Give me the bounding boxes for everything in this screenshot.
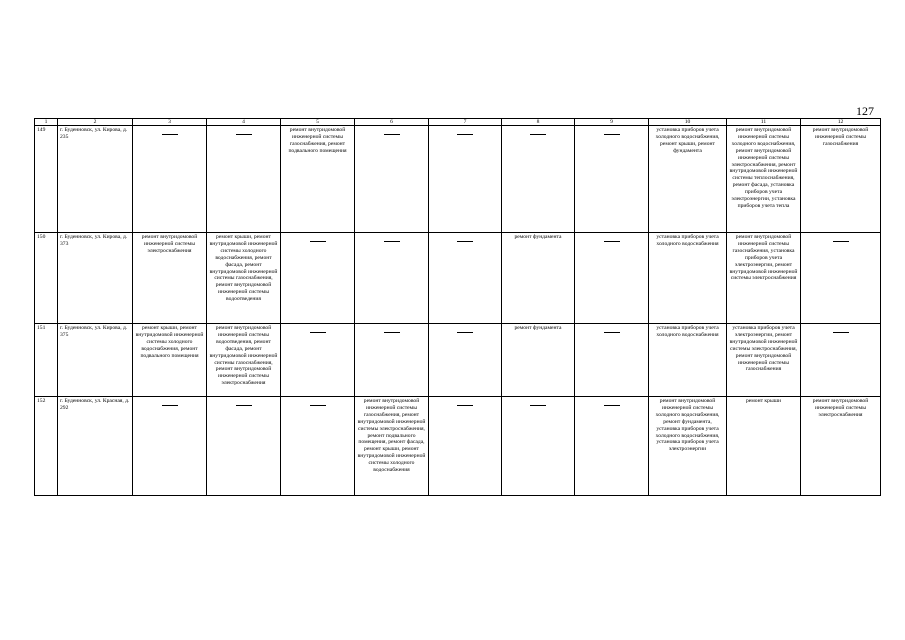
work-cell bbox=[281, 324, 355, 397]
work-cell: установка приборов учета холодного водоснабжения bbox=[649, 233, 727, 324]
work-cell bbox=[281, 233, 355, 324]
column-number: 6 bbox=[355, 119, 429, 126]
empty-dash bbox=[604, 405, 620, 406]
address-cell: г. Буденновск, ул. Красная, д. 292 bbox=[58, 397, 133, 496]
work-cell: ремонт фундамента bbox=[502, 324, 575, 397]
table-row bbox=[35, 324, 881, 397]
column-number: 12 bbox=[801, 119, 881, 126]
work-cell bbox=[429, 126, 502, 233]
row-number: 149 bbox=[35, 126, 58, 233]
empty-dash bbox=[310, 405, 326, 406]
empty-dash bbox=[530, 405, 546, 406]
empty-dash bbox=[384, 241, 400, 242]
work-cell: ремонт крыши bbox=[727, 397, 801, 496]
column-number: 2 bbox=[58, 119, 133, 126]
column-number: 10 bbox=[649, 119, 727, 126]
empty-dash bbox=[384, 134, 400, 135]
work-cell bbox=[502, 397, 575, 496]
work-cell: ремонт фундамента bbox=[502, 233, 575, 324]
row-number: 151 bbox=[35, 324, 58, 397]
work-cell: ремонт крыши, ремонт внутридомовой инженерной системы холодного водоснабжения, ремонт фасада, ремонт внутридомовой инженерной системы газоснабжения, ремонт внутридомовой инженерной системы водоотведения bbox=[207, 233, 281, 324]
work-cell bbox=[281, 397, 355, 496]
empty-dash bbox=[236, 134, 252, 135]
table-row bbox=[35, 397, 881, 496]
work-cell: ремонт внутридомовой инженерной системы газоснабжения, ремонт подвального помещения bbox=[281, 126, 355, 233]
work-cell bbox=[355, 324, 429, 397]
column-number: 9 bbox=[575, 119, 649, 126]
work-cell: установка приборов учета холодного водоснабжения bbox=[649, 324, 727, 397]
address-cell: г. Буденновск, ул. Кирова, д. 373 bbox=[58, 233, 133, 324]
column-number: 4 bbox=[207, 119, 281, 126]
column-number: 1 bbox=[35, 119, 58, 126]
empty-dash bbox=[457, 134, 473, 135]
column-number: 8 bbox=[502, 119, 575, 126]
column-number: 11 bbox=[727, 119, 801, 126]
work-cell: ремонт внутридомовой инженерной системы электроснабжения bbox=[801, 397, 881, 496]
work-cell: ремонт внутридомовой инженерной системы газоснабжения bbox=[801, 126, 881, 233]
table-row bbox=[35, 233, 881, 324]
work-cell bbox=[133, 397, 207, 496]
column-number: 3 bbox=[133, 119, 207, 126]
column-number: 7 bbox=[429, 119, 502, 126]
work-cell bbox=[575, 324, 649, 397]
work-cell bbox=[429, 324, 502, 397]
work-cell: ремонт внутридомовой инженерной системы водоотведения, ремонт фасада, ремонт внутридомовой инженерной системы газоснабжения, ремонт внутридомовой инженерной системы электроснабжения bbox=[207, 324, 281, 397]
empty-dash bbox=[457, 241, 473, 242]
page-number: 127 bbox=[856, 104, 874, 118]
address-cell: г. Буденновск, ул. Кирова, д. 235 bbox=[58, 126, 133, 233]
work-cell: ремонт крыши, ремонт внутридомовой инженерной системы холодного водоснабжения, ремонт подвального помещения bbox=[133, 324, 207, 397]
work-cell bbox=[575, 126, 649, 233]
work-cell: ремонт внутридомовой инженерной системы холодного водоснабжения, ремонт внутридомовой инженерной системы электроснабжения, ремонт внутридомовой инженерной системы теплоснабжения, ремонт фасада, установка приборов учета электроэнергии, установка приборов учета тепла bbox=[727, 126, 801, 233]
empty-dash bbox=[457, 405, 473, 406]
repair-schedule-table bbox=[34, 118, 881, 496]
work-cell: ремонт внутридомовой инженерной системы газоснабжения, ремонт внутридомовой инженерной системы электроснабжения, ремонт подвального помещения, ремонт фасада, ремонт крыши, ремонт внутридомовой инженерной системы холодного водоснабжения bbox=[355, 397, 429, 496]
work-cell: установка приборов учета холодного водоснабжения, ремонт крыши, ремонт фундамента bbox=[649, 126, 727, 233]
empty-dash bbox=[530, 134, 546, 135]
column-number: 5 bbox=[281, 119, 355, 126]
row-number: 152 bbox=[35, 397, 58, 496]
work-cell: ремонт внутридомовой инженерной системы холодного водоснабжения, ремонт фундамента, установка приборов учета холодного водоснабжения, установка приборов учета электроэнергии bbox=[649, 397, 727, 496]
empty-dash bbox=[833, 332, 849, 333]
work-cell bbox=[502, 126, 575, 233]
work-cell bbox=[355, 233, 429, 324]
work-cell: ремонт внутридомовой инженерной системы газоснабжения, установка приборов учета электроэнергии, ремонт внутридомовой инженерной системы электроснабжения bbox=[727, 233, 801, 324]
work-cell: ремонт внутридомовой инженерной системы электроснабжения bbox=[133, 233, 207, 324]
empty-dash bbox=[384, 332, 400, 333]
work-cell: установка приборов учета электроэнергии, ремонт внутридомовой инженерной системы электроснабжения, ремонт внутридомовой инженерной системы газоснабжения bbox=[727, 324, 801, 397]
empty-dash bbox=[604, 332, 620, 333]
empty-dash bbox=[162, 405, 178, 406]
empty-dash bbox=[162, 134, 178, 135]
work-cell bbox=[207, 126, 281, 233]
empty-dash bbox=[604, 134, 620, 135]
work-cell bbox=[133, 126, 207, 233]
empty-dash bbox=[310, 241, 326, 242]
empty-dash bbox=[236, 405, 252, 406]
work-cell bbox=[801, 324, 881, 397]
work-cell bbox=[429, 397, 502, 496]
table-row bbox=[35, 126, 881, 233]
empty-dash bbox=[604, 241, 620, 242]
address-cell: г. Буденновск, ул. Кирова, д. 375 bbox=[58, 324, 133, 397]
work-cell bbox=[575, 397, 649, 496]
work-cell bbox=[429, 233, 502, 324]
work-cell bbox=[207, 397, 281, 496]
empty-dash bbox=[833, 241, 849, 242]
work-cell bbox=[575, 233, 649, 324]
empty-dash bbox=[457, 332, 473, 333]
row-number: 150 bbox=[35, 233, 58, 324]
work-cell bbox=[801, 233, 881, 324]
column-number-row bbox=[35, 119, 881, 126]
work-cell bbox=[355, 126, 429, 233]
empty-dash bbox=[310, 332, 326, 333]
